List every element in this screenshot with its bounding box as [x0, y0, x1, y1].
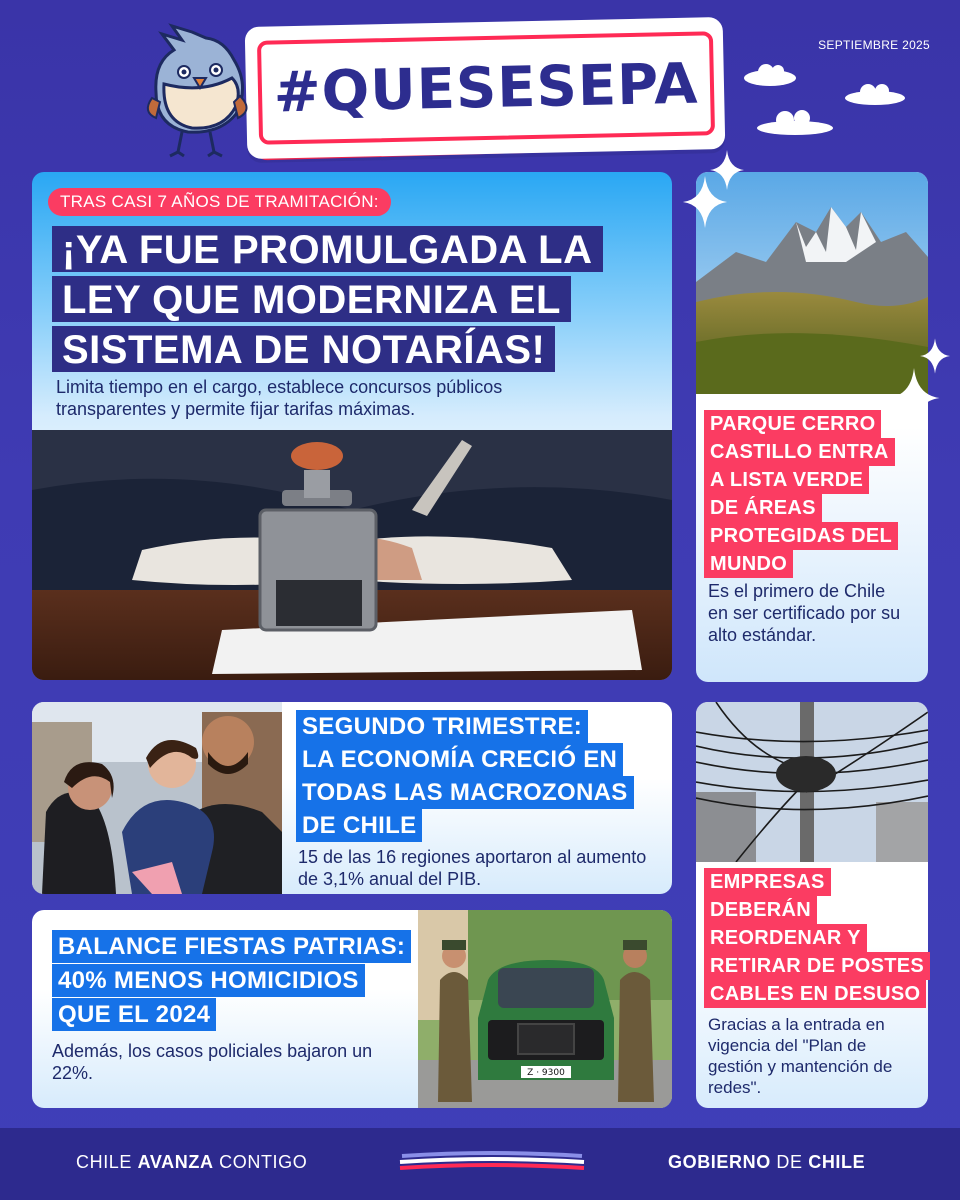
holiday-story-description: Además, los casos policiales bajaron un 22%. [52, 1041, 373, 1083]
park-headline-line-1: PARQUE CERRO [704, 410, 881, 438]
main-headline-line-3: SISTEMA DE NOTARÍAS! [52, 326, 555, 372]
family-photo [32, 702, 282, 894]
utility-poles-photo [696, 702, 928, 862]
logo-word-chile: CHILE [808, 1152, 866, 1172]
license-plate: Z · 9300 [527, 1068, 565, 1078]
economy-story-description: 15 de las 16 regiones aportaron al aumento de 3,1% anual del PIB. [298, 847, 647, 889]
cables-headline-line-2: DEBERÁN [704, 896, 817, 924]
park-headline-line-2: CASTILLO ENTRA [704, 438, 895, 466]
main-story-pill: TRAS CASI 7 AÑOS DE TRAMITACIÓN: [48, 188, 391, 216]
issue-date: SEPTIEMBRE 2025 [818, 38, 930, 52]
cables-headline-line-1: EMPRESAS [704, 868, 831, 896]
slogan-word-contigo: CONTIGO [213, 1152, 308, 1172]
main-headline-line-1: ¡YA FUE PROMULGADA LA [52, 226, 603, 272]
logo-word-de: DE [770, 1152, 809, 1172]
sparkle-icon [888, 368, 940, 428]
economy-headline-line-1: SEGUNDO TRIMESTRE: [296, 710, 588, 743]
holiday-headline-line-1: BALANCE FIESTAS PATRIAS: [52, 930, 411, 963]
main-headline-line-2: LEY QUE MODERNIZA EL [52, 276, 571, 322]
clouds-decoration [740, 60, 930, 140]
park-headline-line-3: A LISTA VERDE [704, 466, 869, 494]
cables-headline-line-5: CABLES EN DESUSO [704, 980, 926, 1008]
cerro-castillo-photo [696, 172, 928, 394]
economy-headline-line-3: TODAS LAS MACROZONAS [296, 776, 634, 809]
holiday-headline-line-2: 40% MENOS HOMICIDIOS [52, 964, 365, 997]
economy-headline-line-4: DE CHILE [296, 809, 422, 842]
park-headline-line-6: MUNDO [704, 550, 793, 578]
footer-slogan [76, 1152, 307, 1173]
bird-mascot-icon [132, 22, 262, 162]
main-story-description: Limita tiempo en el cargo, establece concursos públicos transparentes y permite fijar tarifas máximas. [56, 377, 503, 419]
footer-government-logo [668, 1152, 865, 1173]
logo-word-gobierno: GOBIERNO [668, 1152, 771, 1172]
park-headline-line-4: DE ÁREAS [704, 494, 822, 522]
notary-stamp-photo [32, 430, 672, 680]
cables-headline-line-4: RETIRAR DE POSTES [704, 952, 930, 980]
cables-story-description: Gracias a la entrada en vigencia del "Plan de gestión y mantención de redes". [708, 1015, 893, 1097]
park-story-description: Es el primero de Chile en ser certificado por su alto estándar. [708, 581, 901, 645]
economy-headline-line-2: LA ECONOMÍA CRECIÓ EN [296, 743, 623, 776]
hashtag-frame [257, 31, 715, 145]
flag-stripes-icon [398, 1150, 586, 1174]
sparkle-icon [682, 176, 728, 228]
police-car-photo [418, 910, 672, 1108]
cables-headline-line-3: REORDENAR Y [704, 924, 867, 952]
slogan-word-chile: CHILE [76, 1152, 138, 1172]
park-headline-line-5: PROTEGIDAS DEL [704, 522, 898, 550]
slogan-word-avanza: AVANZA [137, 1152, 214, 1172]
holiday-headline-line-3: QUE EL 2024 [52, 998, 216, 1031]
hashtag-title: #QUESESEPA [273, 51, 699, 125]
